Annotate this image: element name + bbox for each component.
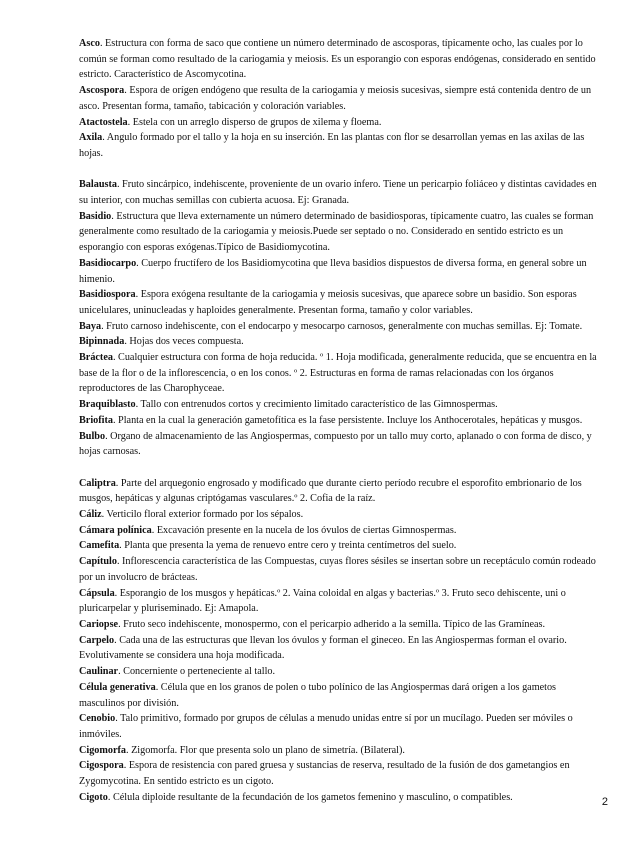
glossary-entry xyxy=(79,36,599,83)
entry-term: Bráctea xyxy=(79,352,113,364)
entry-definition: . Espora de orígen endógeno que resulta de la cariogamia y meiosis sucesivas, siempre está contenida dentro de un asco. Presentan forma, tamaño, tabicación y coloración variables. xyxy=(79,85,592,112)
entry-term: Briofita xyxy=(79,414,113,426)
glossary-section xyxy=(79,177,599,460)
glossary-section xyxy=(79,36,599,162)
glossary-entry xyxy=(79,256,599,287)
glossary-entry xyxy=(79,115,599,131)
entry-definition: . Hojas dos veces compuesta. xyxy=(124,336,244,348)
glossary-entry xyxy=(79,680,599,711)
entry-term: Cigomorfa xyxy=(79,744,126,756)
entry-definition: . Espora de resistencia con pared gruesa y sustancias de reserva, resultado de la fusión de dos gametangios en Zygomycotina. En sentido estricto es un cigoto. xyxy=(79,760,570,788)
glossary-entry xyxy=(79,287,599,318)
glossary-entry xyxy=(79,758,599,789)
glossary-entry xyxy=(79,554,599,585)
entry-term: Baya xyxy=(79,320,102,332)
entry-definition: . Fruto seco indehiscente, monospermo, con el pericarpio adherido a la semilla. Típico de las Gramíneas. xyxy=(118,618,546,630)
entry-term: Cariopse xyxy=(79,618,119,630)
entry-term: Braquiblasto xyxy=(79,399,136,411)
entry-definition: . Estela con un arreglo disperso de grupos de xilema y floema. xyxy=(127,116,382,128)
glossary-entry xyxy=(79,476,599,507)
entry-definition: . Zigomorfa. Flor que presenta solo un plano de simetría. (Bilateral). xyxy=(125,744,405,756)
entry-term: Bipinnada xyxy=(79,336,125,348)
entry-definition: . Cualquier estructura con forma de hoja reducida. º 1. Hoja modificada, generalmente reducida, que se encuentra en la base de la flor o de la inflorescencia, o en los conos. º 2. Estructuras en forma de ramas relacionadas con los órganos reproductores de las Charophyceae. xyxy=(79,352,597,395)
glossary-entry xyxy=(79,617,599,633)
entry-definition: . Fruto carnoso indehiscente, con el endocarpo y mesocarpo carnosos, generalmente con muchas semillas. Ej: Tomate. xyxy=(101,320,583,332)
entry-term: Cenobio xyxy=(79,713,116,725)
entry-definition: . Verticilo floral exterior formado por los sépalos. xyxy=(101,509,304,521)
entry-definition: . Esporangio de los musgos y hepáticas.º 2. Vaina coloidal en algas y bacterias.º 3. Fruto seco dehiscente, uni o pluricarpelar y pluriseminado. Ej: Amapola. xyxy=(79,587,566,615)
glossary-entry xyxy=(79,507,599,523)
glossary-entry xyxy=(79,711,599,742)
glossary-entry xyxy=(79,209,599,256)
glossary-entry xyxy=(79,790,599,806)
entry-term: Balausta xyxy=(79,179,117,191)
entry-definition: . Planta en la cual la generación gametofítica es la fase persistente. Incluye los Anthocerotales, hepáticas y musgos. xyxy=(112,414,583,426)
entry-definition: . Talo primitivo, formado por grupos de células a menudo unidas entre sí por un mucílago. Pueden ser móviles o inmóviles. xyxy=(79,713,573,740)
glossary-entry xyxy=(79,177,599,208)
entry-definition: . Estructura con forma de saco que contiene un número determinado de ascosporas, típicamente ocho, las cuales por lo común se forman como resultado de la cariogamia y meiosis. Es un esporangio con esporas endógenas, considerado en sentido estricto. Característico de Ascomycotina. xyxy=(79,38,596,81)
glossary-entry xyxy=(79,538,599,554)
entry-term: Axila xyxy=(79,132,103,144)
glossary-entry xyxy=(79,130,599,161)
entry-term: Caliptra xyxy=(79,477,116,489)
entry-definition: . Estructura que lleva externamente un número determinado de basidiosporas, típicamente cuatro, las cuales se forman generalmente como resultado de la cariogamia y meiosis.Puede ser septado o no. Considerado en sentido estricto es un esporangio con esporas exógenas.Típico de Basidiomycotina. xyxy=(79,210,594,254)
entry-definition: . Cuerpo fructífero de los Basidiomycotina que lleva basidios dispuestos de diversa forma, en general sobre un himenio. xyxy=(79,257,587,285)
entry-term: Basidiospora xyxy=(79,289,136,301)
entry-term: Cápsula xyxy=(79,587,115,599)
entry-definition: . Organo de almacenamiento de las Angiospermas, compuesto por un tallo muy corto, aplanado o con forma de disco, y hojas carnosas. xyxy=(79,430,592,458)
entry-term: Basidio xyxy=(79,210,112,222)
entry-term: Ascospora xyxy=(79,85,125,97)
glossary-entry xyxy=(79,664,599,680)
entry-definition: . Célula diploide resultante de la fecundación de los gametos femenino y masculino, o compatibles. xyxy=(107,791,513,803)
section-gap xyxy=(79,460,599,476)
entry-term: Cámara polínica xyxy=(79,524,152,536)
glossary-content xyxy=(79,36,599,805)
glossary-entry xyxy=(79,633,599,664)
glossary-entry xyxy=(79,743,599,759)
entry-definition: . Fruto sincárpico, indehiscente, proveniente de un ovario ínfero. Tiene un pericarpio foliáceo y distintas cavidades en su interior, con muchas semillas con cubierta acuosa. Ej: Granada. xyxy=(79,179,597,207)
entry-term: Camefita xyxy=(79,540,120,552)
entry-definition: . Angulo formado por el tallo y la hoja en su inserción. En las plantas con flor se desarrollan yemas en las axilas de las hojas. xyxy=(79,132,585,159)
entry-term: Atactostela xyxy=(79,116,128,128)
section-gap xyxy=(79,162,599,178)
entry-term: Capítulo xyxy=(79,556,117,568)
glossary-entry xyxy=(79,586,599,617)
entry-term: Cigospora xyxy=(79,760,124,772)
entry-term: Bulbo xyxy=(79,430,106,442)
entry-definition: . Excavación presente en la nucela de los óvulos de ciertas Gimnospermas. xyxy=(151,524,457,536)
entry-term: Caulinar xyxy=(79,666,119,678)
entry-definition: . Planta que presenta la yema de renuevo entre cero y treinta centímetros del suelo. xyxy=(119,540,457,552)
entry-definition: . Cada una de las estructuras que llevan los óvulos y forman el gineceo. En las Angiospermas forman el ovario. Evolutivamente se considera una hoja modificada. xyxy=(79,634,567,662)
glossary-entry xyxy=(79,334,599,350)
glossary-entry xyxy=(79,397,599,413)
entry-term: Célula generativa xyxy=(79,681,156,693)
entry-term: Carpelo xyxy=(79,634,115,646)
entry-term: Asco xyxy=(79,38,100,49)
entry-definition: . Tallo con entrenudos cortos y crecimiento limitado característico de las Gimnospermas. xyxy=(135,399,498,411)
glossary-entry xyxy=(79,429,599,460)
entry-definition: . Concerniente o perteneciente al tallo. xyxy=(118,666,276,678)
glossary-entry xyxy=(79,350,599,397)
entry-definition: . Inflorescencia característica de las Compuestas, cuyas flores sésiles se insertan sobre un receptáculo común rodeado por un involucro de brácteas. xyxy=(79,556,596,583)
entry-definition: . Parte del arquegonio engrosado y modificado que durante cierto período recubre el esporofito embrionario de los musgos, hepáticas y algunas criptógamas vasculares.º 2. Cofia de la raíz. xyxy=(79,477,582,505)
page-number: 2 xyxy=(601,796,608,808)
glossary-section xyxy=(79,476,599,806)
glossary-entry xyxy=(79,413,599,429)
entry-term: Basidiocarpo xyxy=(79,257,137,269)
entry-definition: . Espora exógena resultante de la cariogamia y meiosis sucesivas, que aparece sobre un basidio. Son esporas unicelulares, uninucleadas y haploides generalmente. Presentan forma, tamaño y color variables. xyxy=(79,289,577,316)
glossary-entry xyxy=(79,83,599,114)
glossary-entry xyxy=(79,319,599,335)
glossary-entry xyxy=(79,523,599,539)
entry-term: Cáliz xyxy=(79,509,102,521)
entry-definition: . Célula que en los granos de polen o tubo polínico de las Angiospermas dará origen a los gametos masculinos por división. xyxy=(79,681,557,709)
entry-term: Cigoto xyxy=(79,791,108,803)
